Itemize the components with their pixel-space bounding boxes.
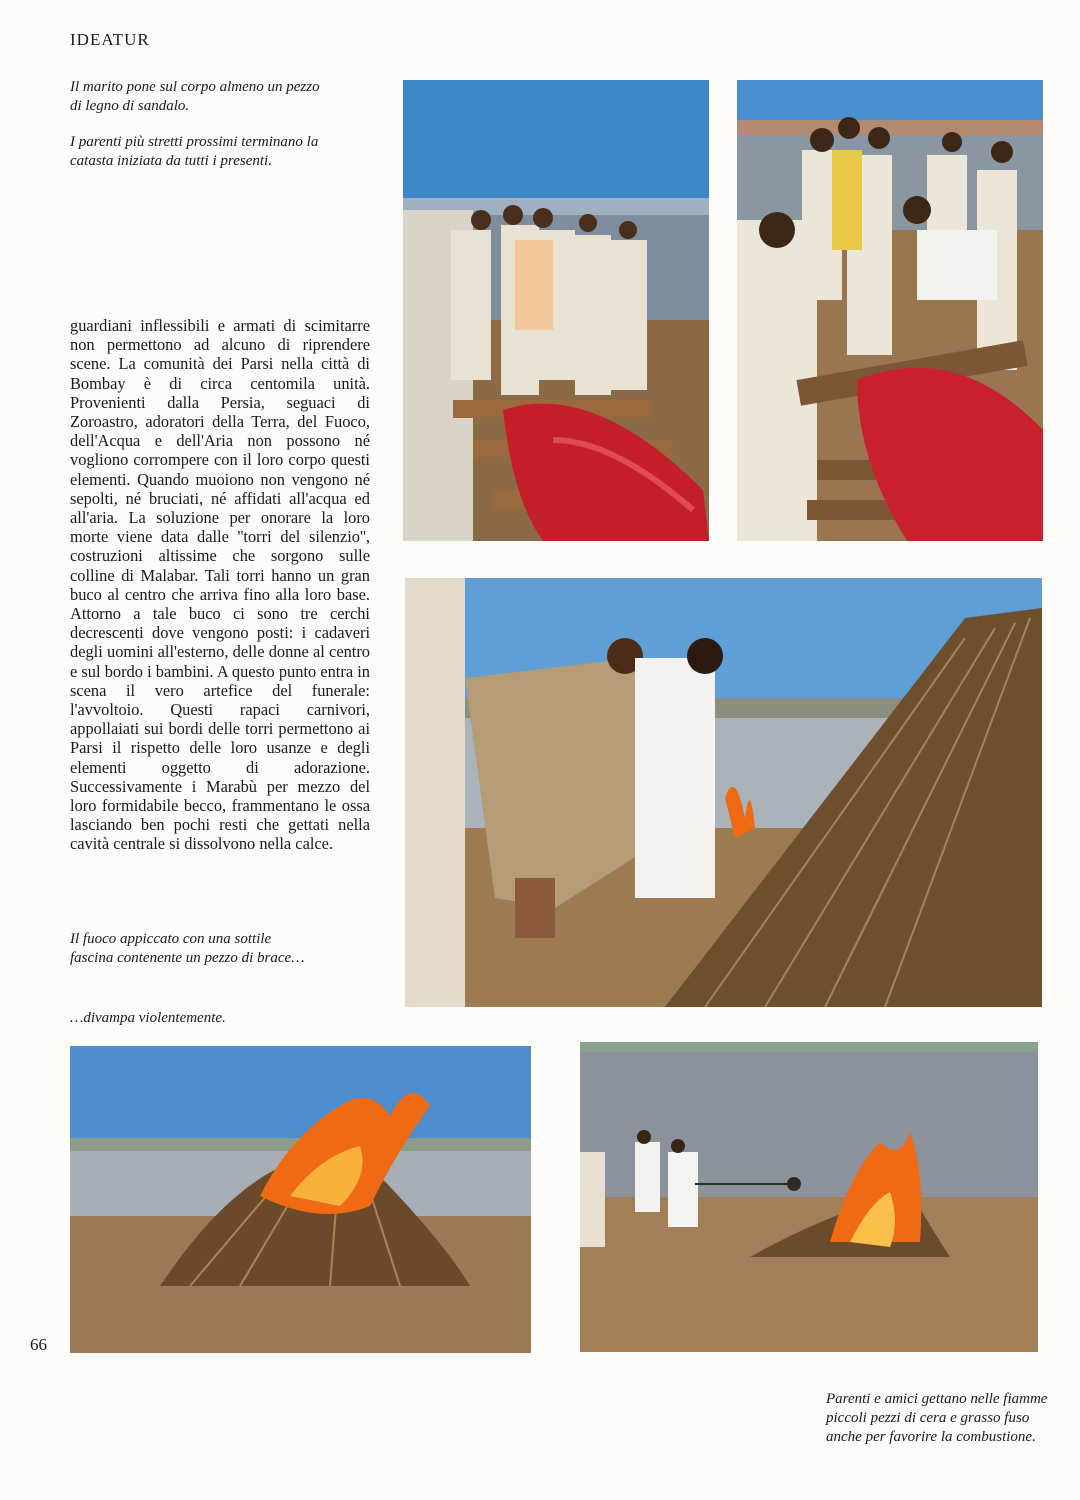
- caption-sandalwood: Il marito pone sul corpo almeno un pezzo di legno di sandalo.: [70, 79, 320, 114]
- caption-wax-offering: Parenti e amici gettano nelle fiamme piccoli pezzi di cera e grasso fuso anche per favorire la combustione.: [826, 1391, 1048, 1445]
- photo-lighting-pyre: [405, 578, 1042, 1007]
- photo-shrouded-body: [403, 80, 709, 541]
- photo-wax-offering: [580, 1042, 1038, 1352]
- article-body-text: guardiani inflessibili e armati di scimitarre non permettono ad alcuno di riprendere scene. La comunità dei Parsi nella città di Bombay è di circa centomila unità. Provenienti dalla Persia, seguaci di Zoroastro, adoratori della Terra, del Fuoco, dell'Acqua e dell'Aria non possono né vogliono corrompere con il loro corpo questi elementi. Quando muoiono non vengono né sepolti, né bruciati, né affidati all'acqua ed all'aria. La soluzione per onorare la loro morte viene data dalle ''torri del silenzio'', costruzioni altissime che sorgono sulle colline di Malabar. Tali torri hanno un gran buco al centro che arriva fino alla loro base. Attorno a tale buco ci sono tre cerchi decrescenti dove vengono posti: i cadaveri degli uomini all'esterno, delle donne al centro e sul bordo i bambini. A questo punto entra in scena il vero artefice del funerale: l'avvoltoio. Questi rapaci carnivori, appollaiati sui bordi delle torri permettono ai Parsi il rispetto delle loro usanze e degli elementi oggetto di adorazione. Successivamente i Marabù per mezzo del loro formidabile becco, frammentano le ossa lasciando ben pochi resti che gettati nella cavità centrale si dissolvono nella calce.: [70, 316, 370, 854]
- caption-top: [70, 78, 330, 188]
- section-header: IDEATUR: [70, 30, 150, 49]
- caption-pyre-finishing: I parenti più stretti prossimi terminano la catasta iniziata da tutti i presenti.: [70, 134, 319, 169]
- page-number: 66: [30, 1335, 47, 1354]
- photo-relatives-adding-wood: [737, 80, 1043, 541]
- photo-blazing-pyre: [70, 1046, 531, 1353]
- caption-fire-lit: Il fuoco appiccato con una sottile fascina contenente un pezzo di brace…: [70, 931, 305, 966]
- caption-fire-blaze: …divampa violentemente.: [70, 1010, 226, 1026]
